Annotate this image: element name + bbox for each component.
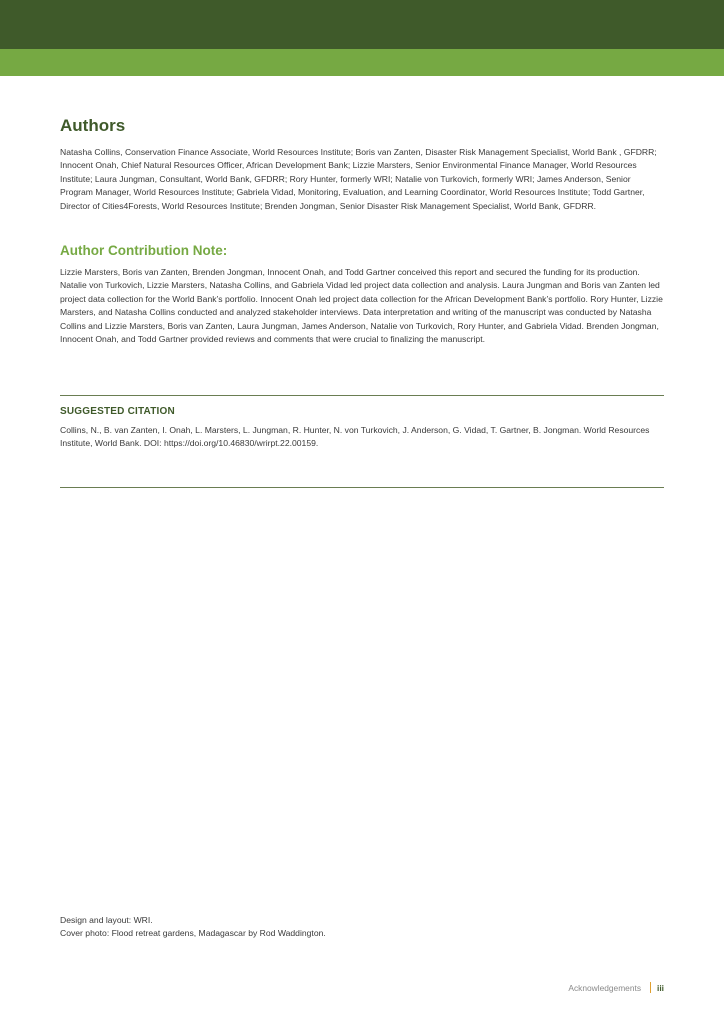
- footer-section-name: Acknowledgements: [568, 982, 642, 993]
- divider-bottom: [60, 487, 664, 488]
- authors-list: Natasha Collins, Conservation Finance Associate, World Resources Institute; Boris van Zanten, Disaster Risk Management Specialist, World Bank , GFDRR; Innocent Onah, Chief Natural Resources Officer, African Development Bank; Lizzie Marsters, Senior Environmental Finance Manager, World Resources Institute; Laura Jungman, Consultant, World Bank, GFDRR; Rory Hunter, formerly WRI; Natalie von Turkovich, formerly WRI; James Anderson, Senior Program Manager, World Resources Institute; Gabriela Vidad, Monitoring, Evaluation, and Learning Coordinator, World Resources Institute; Todd Gartner, Director of Cities4Forests, World Resources Institute; Brenden Jongman, Senior Disaster Risk Management Specialist, World Bank, GFDRR.: [60, 147, 657, 211]
- cover-photo-credit: Cover photo: Flood retreat gardens, Madagascar by Rod Waddington.: [60, 928, 326, 939]
- citation-text: Collins, N., B. van Zanten, I. Onah, L. Marsters, L. Jungman, R. Hunter, N. von Turkovich, J. Anderson, G. Vidad, T. Gartner, B. Jongman. World Resources Institute, World Bank. DOI: https://doi.org/10.46830/wrirpt.22.00159.: [60, 425, 650, 449]
- header-band-dark: [0, 0, 724, 49]
- credits: [60, 914, 664, 941]
- design-credit: Design and layout: WRI.: [60, 915, 153, 925]
- divider-top: [60, 395, 664, 396]
- citation-heading: SUGGESTED CITATION: [60, 406, 175, 417]
- page-number: iii: [657, 982, 664, 993]
- footer-separator: [650, 982, 651, 993]
- authors-heading: Authors: [60, 116, 126, 135]
- contribution-note: Lizzie Marsters, Boris van Zanten, Brenden Jongman, Innocent Onah, and Todd Gartner conceived this report and secured the funding for its production. Natalie von Turkovich, Lizzie Marsters, Natasha Collins, and Gabriela Vidad led project data collection and analysis. Laura Jungman and Boris van Zanten led project data collection for the World Bank’s portfolio. Innocent Onah led project data collection for the African Development Bank’s portfolio. Rory Hunter, Lizzie Marsters, and Natasha Collins conducted and analyzed stakeholder interviews. Data interpretation and writing of the manuscript was conducted by Natasha Collins and Lizzie Marsters, Boris van Zanten, Laura Jungman, James Anderson, Natalie von Turkovich, Rory Hunter, and Gabriela Vidad. Brenden Jongman, Innocent Onah, and Todd Gartner provided reviews and comments that were crucial to finalizing the manuscript.: [60, 267, 663, 345]
- page-footer: [568, 982, 664, 993]
- contribution-heading: Author Contribution Note:: [60, 243, 228, 258]
- header-band-light: [0, 49, 724, 76]
